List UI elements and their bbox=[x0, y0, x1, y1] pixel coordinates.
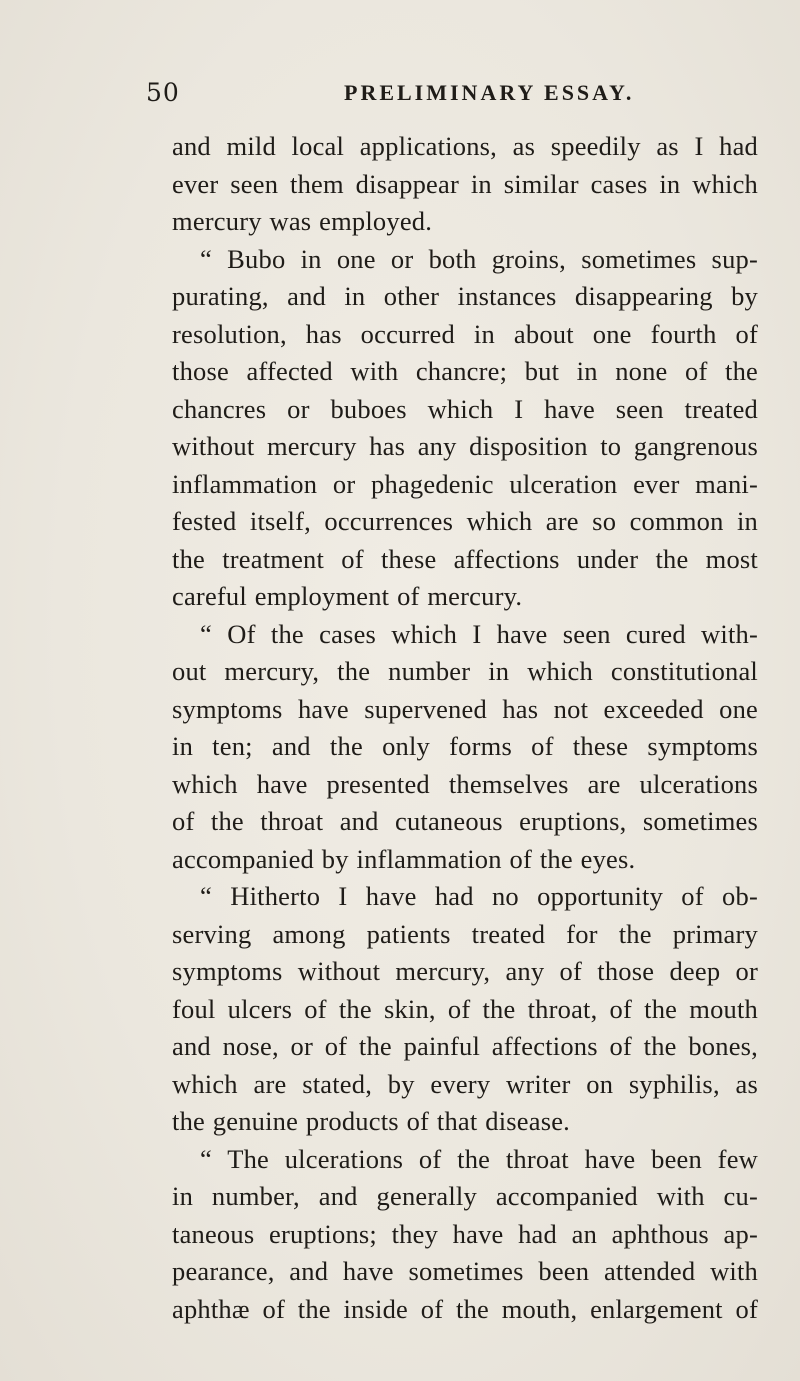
text-line: ever seen them disappear in similar cases in which bbox=[172, 168, 758, 199]
text-line: which have presented themselves are ulcerations bbox=[172, 768, 758, 799]
body-text bbox=[172, 128, 758, 1328]
text-line: which are stated, by every writer on syphilis, as bbox=[172, 1068, 758, 1099]
text-line: aphthæ of the inside of the mouth, enlargement of bbox=[172, 1293, 758, 1324]
text-line: “ Hitherto I have had no opportunity of ob- bbox=[200, 881, 758, 911]
text-line: taneous eruptions; they have had an aphthous ap- bbox=[172, 1218, 758, 1249]
text-line: “ Bubo in one or both groins, sometimes sup- bbox=[200, 243, 758, 274]
text-line: purating, and in other instances disappearing by bbox=[172, 281, 758, 311]
text-line: symptoms have supervened has not exceeded one bbox=[172, 693, 758, 724]
text-line: inflammation or phagedenic ulceration ever mani- bbox=[172, 468, 758, 499]
text-line: in number, and generally accompanied with cu- bbox=[172, 1181, 758, 1211]
text-line: chancres or buboes which I have seen treated bbox=[172, 393, 758, 424]
text-line: careful employment of mercury. bbox=[172, 581, 523, 611]
text-line: foul ulcers of the skin, of the throat, of the mouth bbox=[172, 993, 758, 1024]
text-line: the treatment of these affections under the most bbox=[172, 543, 758, 574]
text-line: in ten; and the only forms of these symptoms bbox=[172, 731, 758, 761]
text-line: and mild local applications, as speedily as I had bbox=[172, 131, 758, 161]
text-line: those affected with chancre; but in none of the bbox=[172, 356, 758, 386]
text-line: without mercury has any disposition to gangrenous bbox=[172, 431, 758, 461]
text-line: “ The ulcerations of the throat have been few bbox=[200, 1143, 758, 1174]
running-head: PRELIMINARY ESSAY. bbox=[344, 80, 635, 105]
text-line: resolution, has occurred in about one fourth of bbox=[172, 318, 758, 349]
text-line: pearance, and have sometimes been attended with bbox=[172, 1256, 758, 1286]
text-line: and nose, or of the painful affections of the bones, bbox=[172, 1031, 758, 1061]
text-line: symptoms without mercury, any of those deep or bbox=[172, 956, 758, 986]
text-line: the genuine products of that disease. bbox=[172, 1106, 571, 1136]
text-line: of the throat and cutaneous eruptions, sometimes bbox=[172, 806, 758, 836]
text-line: mercury was employed. bbox=[172, 206, 433, 236]
text-line: “ Of the cases which I have seen cured with- bbox=[200, 618, 758, 649]
page-header bbox=[146, 78, 756, 118]
text-line: out mercury, the number in which constitutional bbox=[172, 656, 758, 686]
text-line: fested itself, occurrences which are so common in bbox=[172, 506, 758, 536]
page-number: 50 bbox=[146, 78, 180, 107]
text-line: serving among patients treated for the primary bbox=[172, 918, 758, 949]
text-line: accompanied by inflammation of the eyes. bbox=[172, 843, 636, 874]
